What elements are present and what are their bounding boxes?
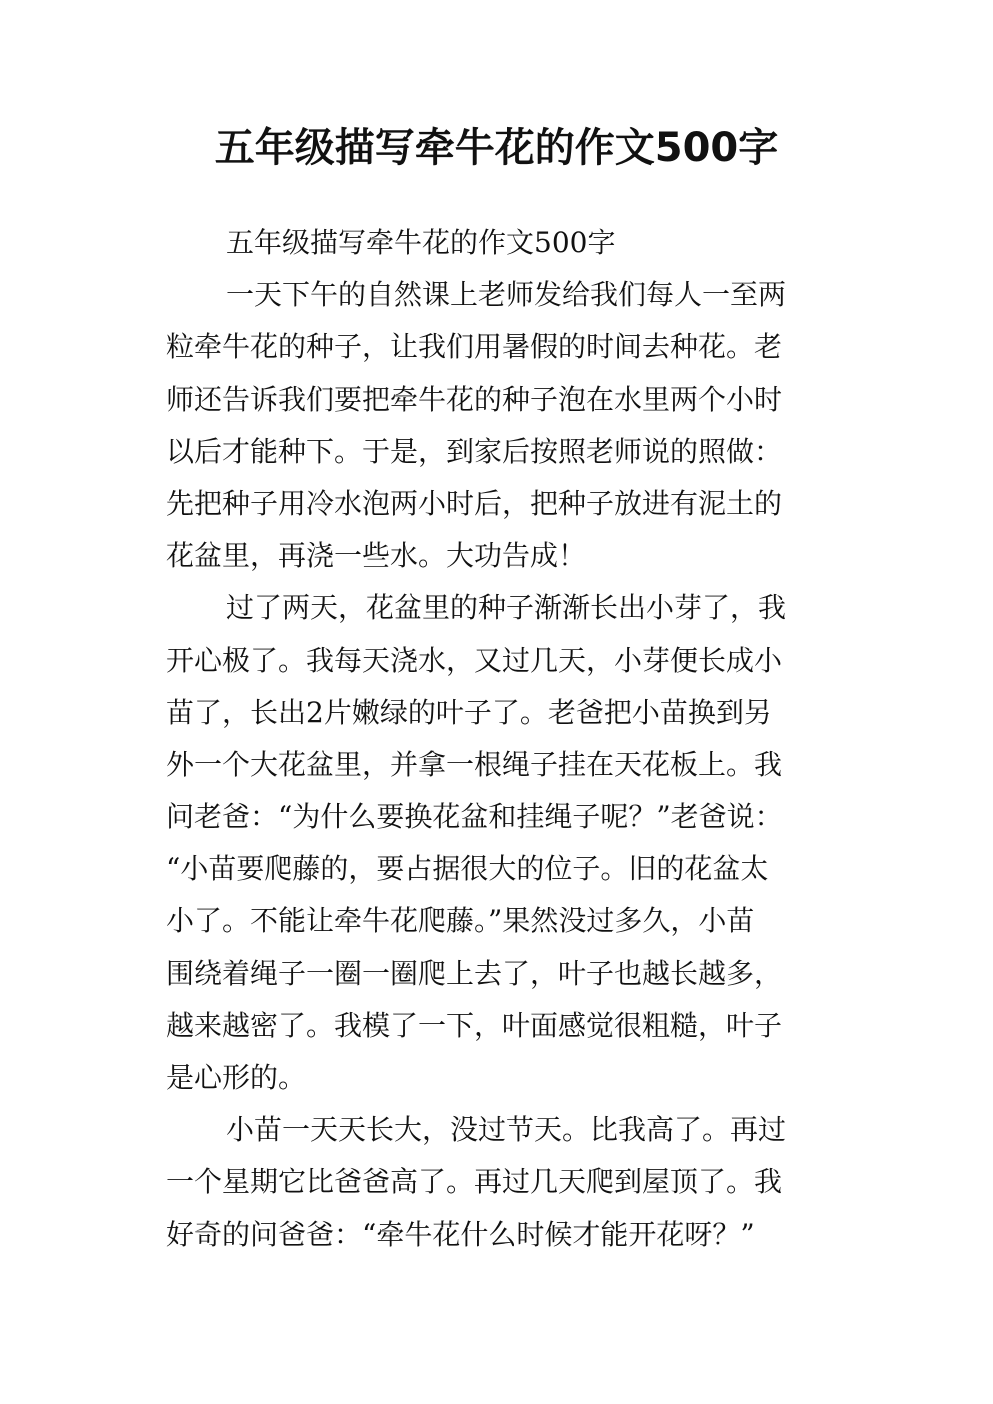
- text-line: 外一个大花盆里，并拿一根绳子挂在天花板上。我: [166, 747, 783, 781]
- text-line: 一天下午的自然课上老师发给我们每人一至两: [226, 278, 787, 312]
- text-line: 苗了，长出2片嫩绿的叶子了。老爸把小苗换到另: [166, 695, 772, 729]
- text-line: 开心极了。我每天浇水，又过几天，小芽便长成小: [166, 643, 783, 677]
- text-line: 小苗一天天长大，没过节天。比我高了。再过: [226, 1113, 787, 1147]
- text-line: “小苗要爬藤的，要占据很大的位子。旧的花盆太: [166, 852, 769, 886]
- text-line: 花盆里，再浇一些水。大功告成！: [166, 539, 587, 573]
- text-line: 越来越密了。我模了一下，叶面感觉很粗糙，叶子: [166, 1008, 783, 1042]
- document-body: [166, 217, 830, 1261]
- text-line: 粒牵牛花的种子，让我们用暑假的时间去种花。老: [166, 330, 783, 364]
- text-line: 问老爸：“为什么要换花盆和挂绳子呢？”老爸说：: [166, 800, 783, 834]
- text-line: 围绕着绳子一圈一圈爬上去了，叶子也越长越多，: [166, 956, 783, 990]
- text-line: 是心形的。: [166, 1061, 307, 1094]
- text-line: 以后才能种下。于是，到家后按照老师说的照做：: [166, 434, 783, 468]
- text-line: 过了两天，花盆里的种子渐渐长出小芽了，我: [226, 591, 787, 625]
- text-line: 师还告诉我们要把牵牛花的种子泡在水里两个小时: [166, 382, 783, 416]
- text-line: 先把种子用冷水泡两小时后，把种子放进有泥土的: [166, 486, 783, 520]
- text-line: 好奇的问爸爸：“牵牛花什么时候才能开花呀？”: [166, 1217, 755, 1251]
- document-title: 五年级描写牵牛花的作文500字: [214, 125, 779, 171]
- text-line: 五年级描写牵牛花的作文500字: [226, 226, 616, 259]
- text-line: 小了。不能让牵牛花爬藤。”果然没过多久，小苗: [166, 904, 755, 938]
- text-line: 一个星期它比爸爸高了。再过几天爬到屋顶了。我: [166, 1165, 783, 1199]
